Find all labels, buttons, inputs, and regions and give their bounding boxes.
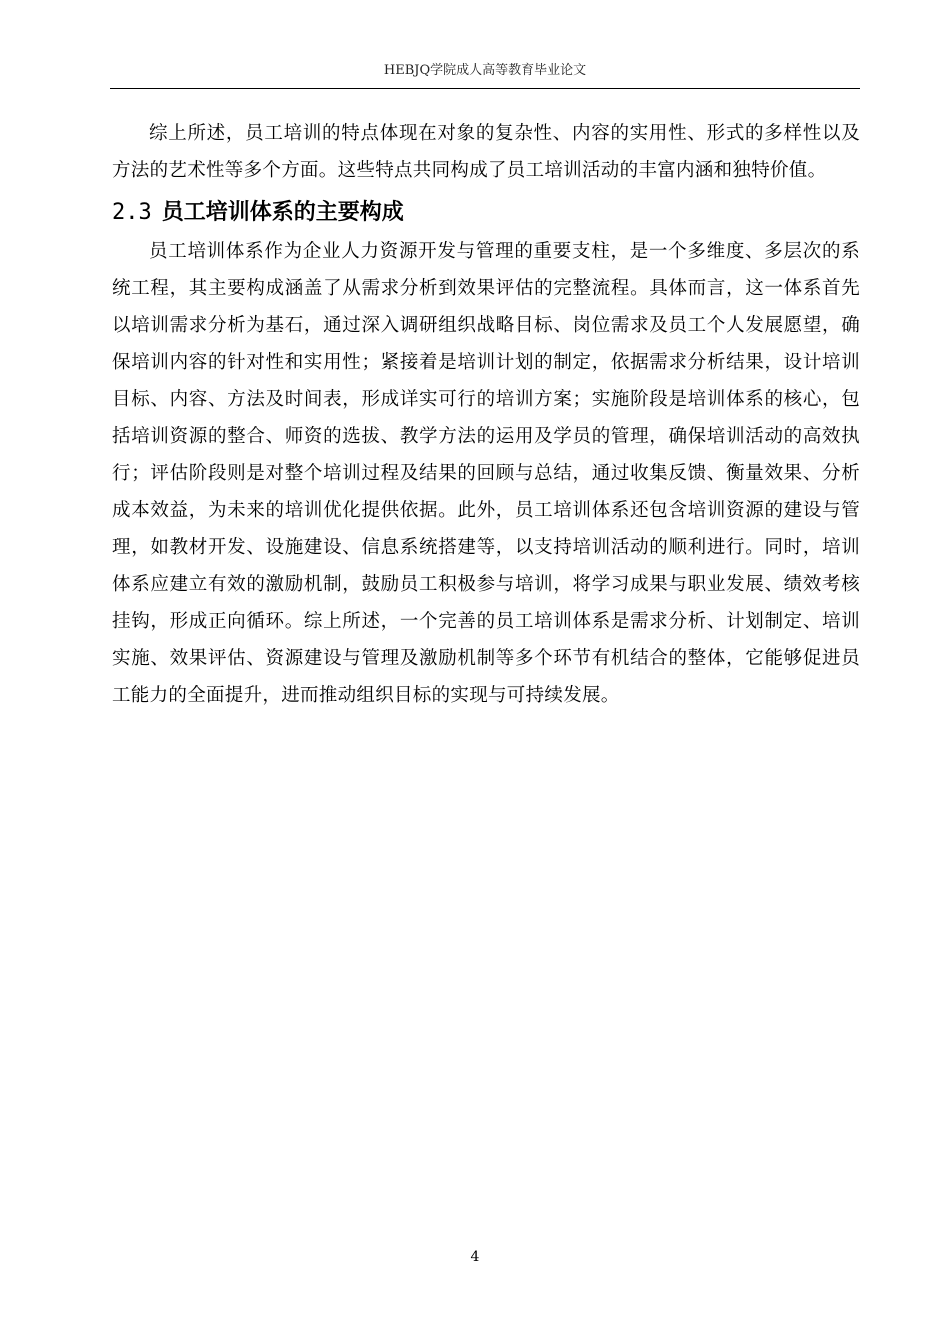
section-number: 2.3 — [112, 200, 152, 225]
header-rule — [110, 88, 860, 89]
page-content — [112, 115, 860, 714]
section-heading — [112, 193, 860, 233]
intro-paragraph: 综上所述，员工培训的特点体现在对象的复杂性、内容的实用性、形式的多样性以及方法的艺术性等多个方面。这些特点共同构成了员工培训活动的丰富内涵和独特价值。 — [112, 123, 860, 181]
section-paragraph: 员工培训体系作为企业人力资源开发与管理的重要支柱，是一个多维度、多层次的系统工程，其主要构成涵盖了从需求分析到效果评估的完整流程。具体而言，这一体系首先以培训需求分析为基石，通过深入调研组织战略目标、岗位需求及员工个人发展愿望，确保培训内容的针对性和实用性；紧接着是培训计划的制定，依据需求分析结果，设计培训目标、内容、方法及时间表，形成详实可行的培训方案；实施阶段是培训体系的核心，包括培训资源的整合、师资的选拔、教学方法的运用及学员的管理，确保培训活动的高效执行；评估阶段则是对整个培训过程及结果的回顾与总结，通过收集反馈、衡量效果、分析成本效益，为未来的培训优化提供依据。此外，员工培训体系还包含培训资源的建设与管理，如教材开发、设施建设、信息系统搭建等，以支持培训活动的顺利进行。同时，培训体系应建立有效的激励机制，鼓励员工积极参与培训，将学习成果与职业发展、绩效考核挂钩，形成正向循环。综上所述，一个完善的员工培训体系是需求分析、计划制定、培训实施、效果评估、资源建设与管理及激励机制等多个环节有机结合的整体，它能够促进员工能力的全面提升，进而推动组织目标的实现与可持续发展。 — [112, 241, 860, 706]
page-number: 4 — [470, 1249, 480, 1265]
section-title: 员工培训体系的主要构成 — [161, 200, 404, 225]
running-header: HEBJQ学院成人高等教育毕业论文 — [383, 63, 587, 78]
